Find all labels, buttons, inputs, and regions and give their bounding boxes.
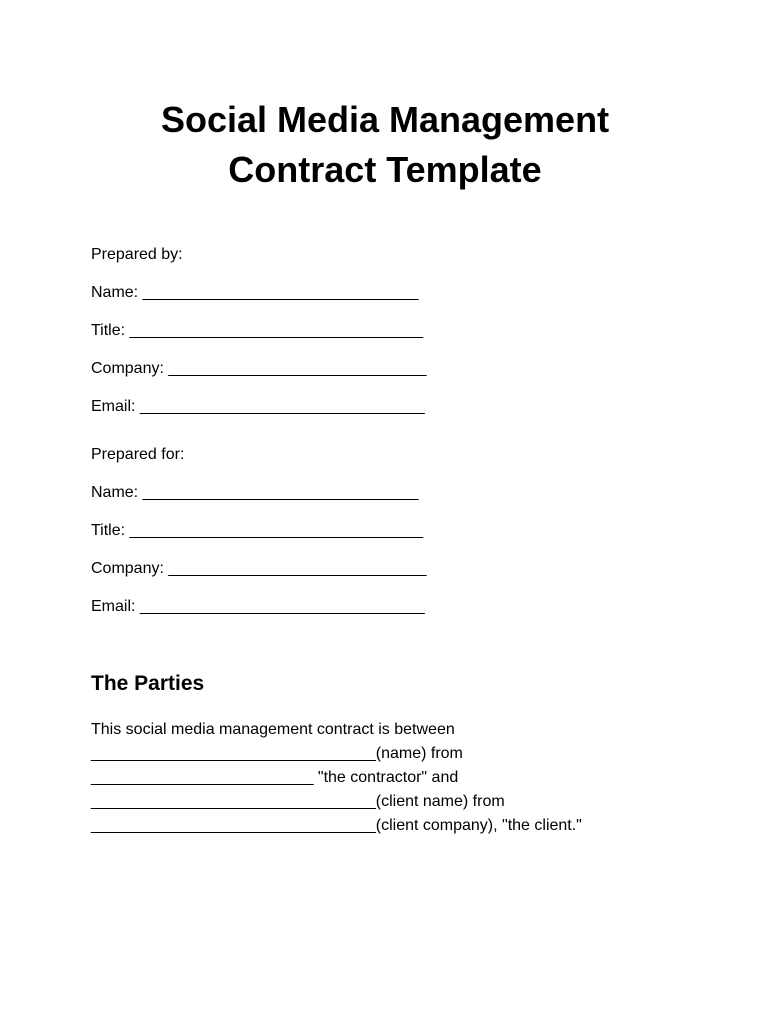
prepared-by-label: Prepared by: [91, 246, 183, 263]
prepared-for-label: Prepared for: [91, 446, 185, 463]
prepared-by-company-field: Company: _____________________________ [91, 360, 427, 377]
prepared-for-company-field: Company: _____________________________ [91, 560, 427, 577]
prepared-by-email-field: Email: ________________________________ [91, 398, 425, 415]
title-line-1: Social Media Management [160, 99, 610, 140]
document-title [0, 95, 770, 195]
parties-line: ________________________________(client name) from [91, 793, 505, 810]
parties-line: _________________________ "the contractor" and [91, 769, 459, 786]
prepared-by-title-field: Title: _________________________________ [91, 322, 424, 339]
prepared-for-email-field: Email: ________________________________ [91, 598, 425, 615]
prepared-for-title-field: Title: _________________________________ [91, 522, 424, 539]
prepared-by-name-field: Name: _______________________________ [91, 284, 419, 301]
parties-line: ________________________________(client company), "the client." [91, 817, 582, 834]
parties-line: ________________________________(name) from [91, 745, 463, 762]
prepared-for-name-field: Name: _______________________________ [91, 484, 419, 501]
parties-line: This social media management contract is between [91, 721, 455, 738]
title-line-2: Contract Template [228, 149, 542, 190]
parties-heading: The Parties [91, 672, 205, 695]
parties-paragraph [91, 718, 582, 838]
